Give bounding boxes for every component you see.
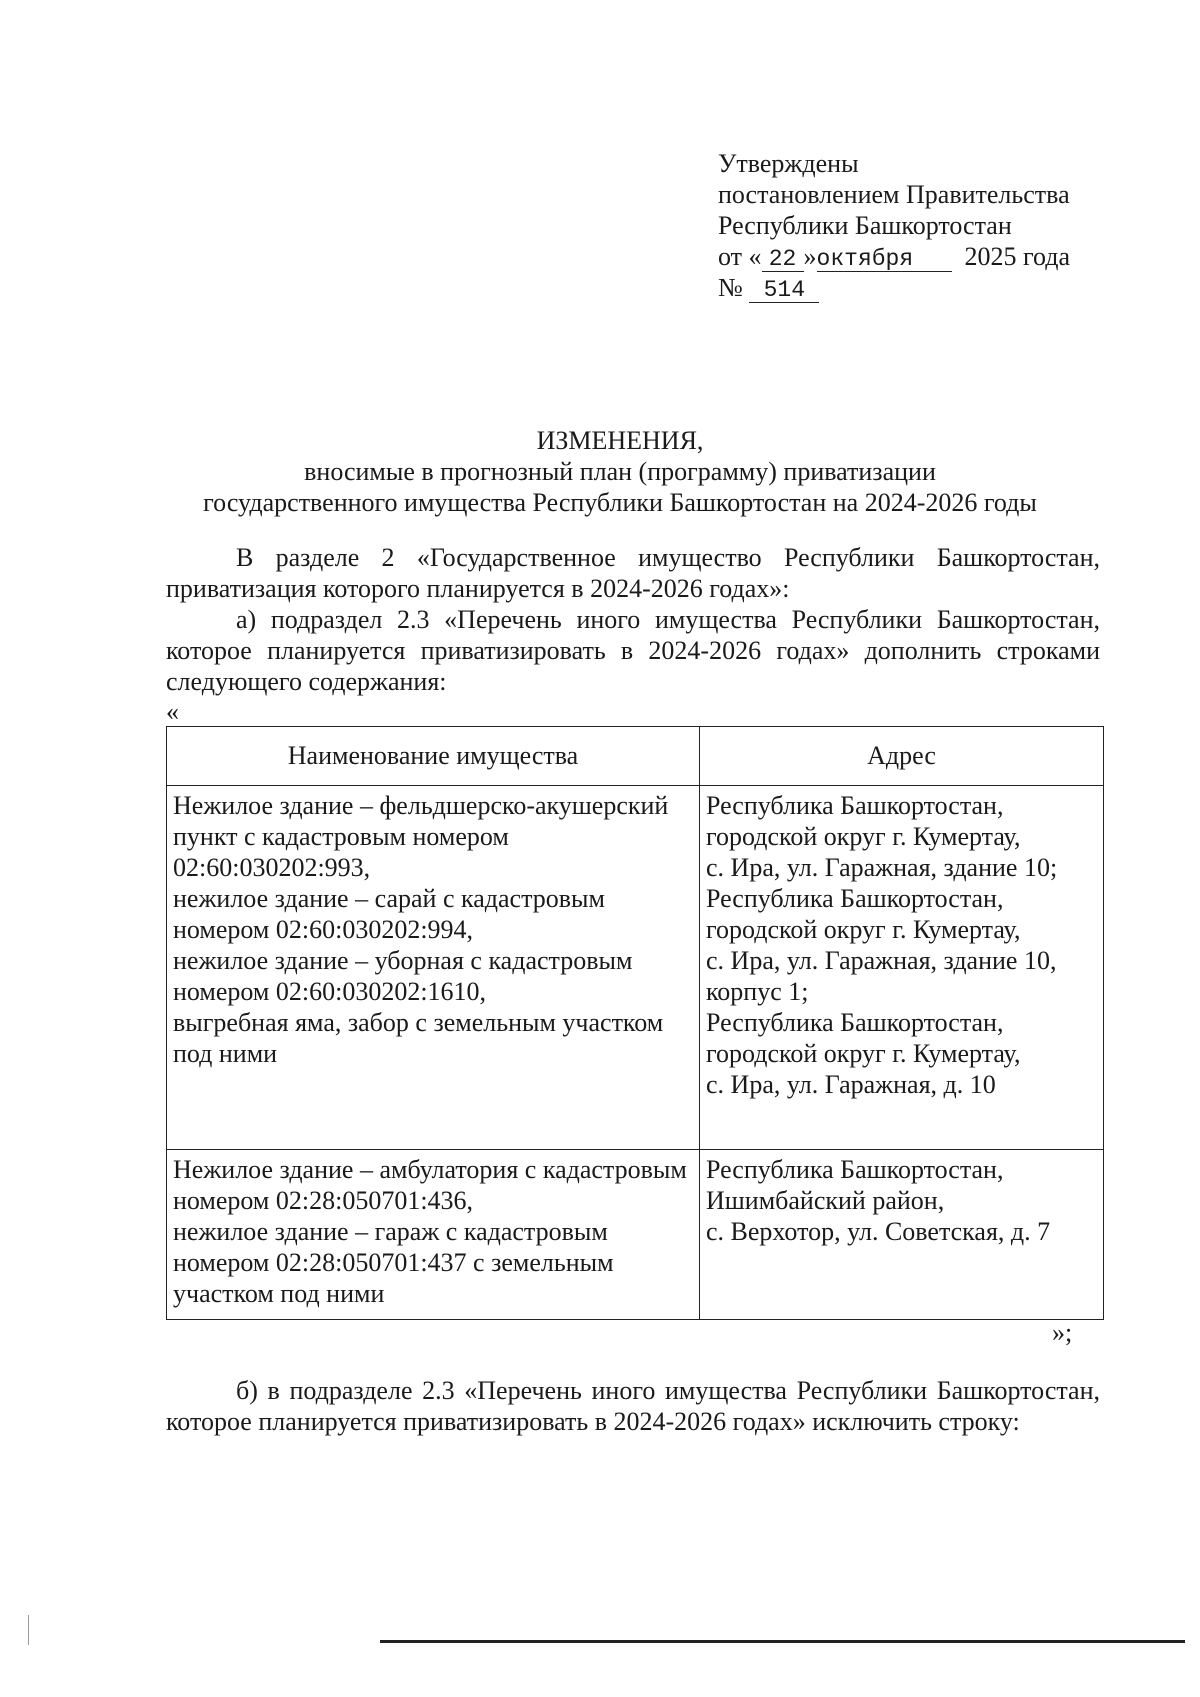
title-subline-2: государственного имущества Республики Башкортостан на 2024-2026 годы [203, 488, 1037, 517]
title-subline-1: вносимые в прогнозный план (программу) приватизации [304, 457, 936, 486]
header-property-name: Наименование имущества [167, 727, 700, 786]
date-prefix: от « [718, 242, 762, 271]
number-prefix: № [718, 273, 743, 302]
item-a-paragraph: а) подраздел 2.3 «Перечень иного имущества Республики Башкортостан, которое планируется приватизировать в 2024-2026 годах» дополнить строками следующего содержания: [166, 605, 1100, 696]
scan-margin-mark [28, 1615, 29, 1645]
document-title [150, 425, 1090, 518]
approval-date [718, 241, 1070, 272]
approval-number [718, 272, 1070, 303]
property-name-cell: Нежилое здание – фельдшерско-акушерский пункт с кадастровым номером 02:60:030202:993, нежилое здание – сарай с кадастровым номером 02:60:030202:994, нежилое здание – уборная с кадастровым номером 02:60:030202:1610, выгребная яма, забор с земельным участком под ними [167, 786, 700, 1150]
approval-line-3: Республики Башкортостан [718, 211, 1012, 240]
header-address: Адрес [700, 727, 1104, 786]
opening-quote: « [166, 697, 179, 726]
approval-line-2: постановлением Правительства [718, 180, 1070, 209]
page-bottom-rule [380, 1640, 1185, 1643]
address-cell: Республика Башкортостан, Ишимбайский район, с. Верхотор, ул. Советская, д. 7 [700, 1150, 1104, 1320]
title-heading: ИЗМЕНЕНИЯ, [536, 426, 704, 455]
property-name-cell: Нежилое здание – амбулатория с кадастровым номером 02:28:050701:436, нежилое здание – гараж с кадастровым номером 02:28:050701:437 с земельным участком под ними [167, 1150, 700, 1320]
property-table [166, 726, 1104, 1320]
table-header-row [167, 727, 1104, 786]
date-month: октября [817, 247, 952, 272]
intro-paragraph: В разделе 2 «Государственное имущество Республики Башкортостан, приватизация которого планируется в 2024-2026 годах»: [166, 543, 1100, 603]
item-b-paragraph: б) в подразделе 2.3 «Перечень иного имущества Республики Башкортостан, которое планируется приватизировать в 2024-2026 годах» исключить строку: [166, 1376, 1100, 1436]
table-row [167, 786, 1104, 1150]
closing-quote: »; [1052, 1318, 1073, 1347]
approval-block [718, 148, 1070, 303]
date-mid: » [803, 242, 817, 271]
document-number: 514 [749, 278, 819, 303]
address-cell: Республика Башкортостан, городской округ г. Кумертау, с. Ира, ул. Гаражная, здание 10; Республика Башкортостан, городской округ г. Кумертау, с. Ира, ул. Гаражная, здание 10, корпус 1; Республика Башкортостан, городской округ г. Кумертау, с. Ира, ул. Гаражная, д. 10 [700, 786, 1104, 1150]
date-year: 2025 года [964, 242, 1071, 271]
date-day: 22 [762, 247, 804, 272]
table-row [167, 1150, 1104, 1320]
approval-line-1: Утверждены [718, 149, 859, 178]
